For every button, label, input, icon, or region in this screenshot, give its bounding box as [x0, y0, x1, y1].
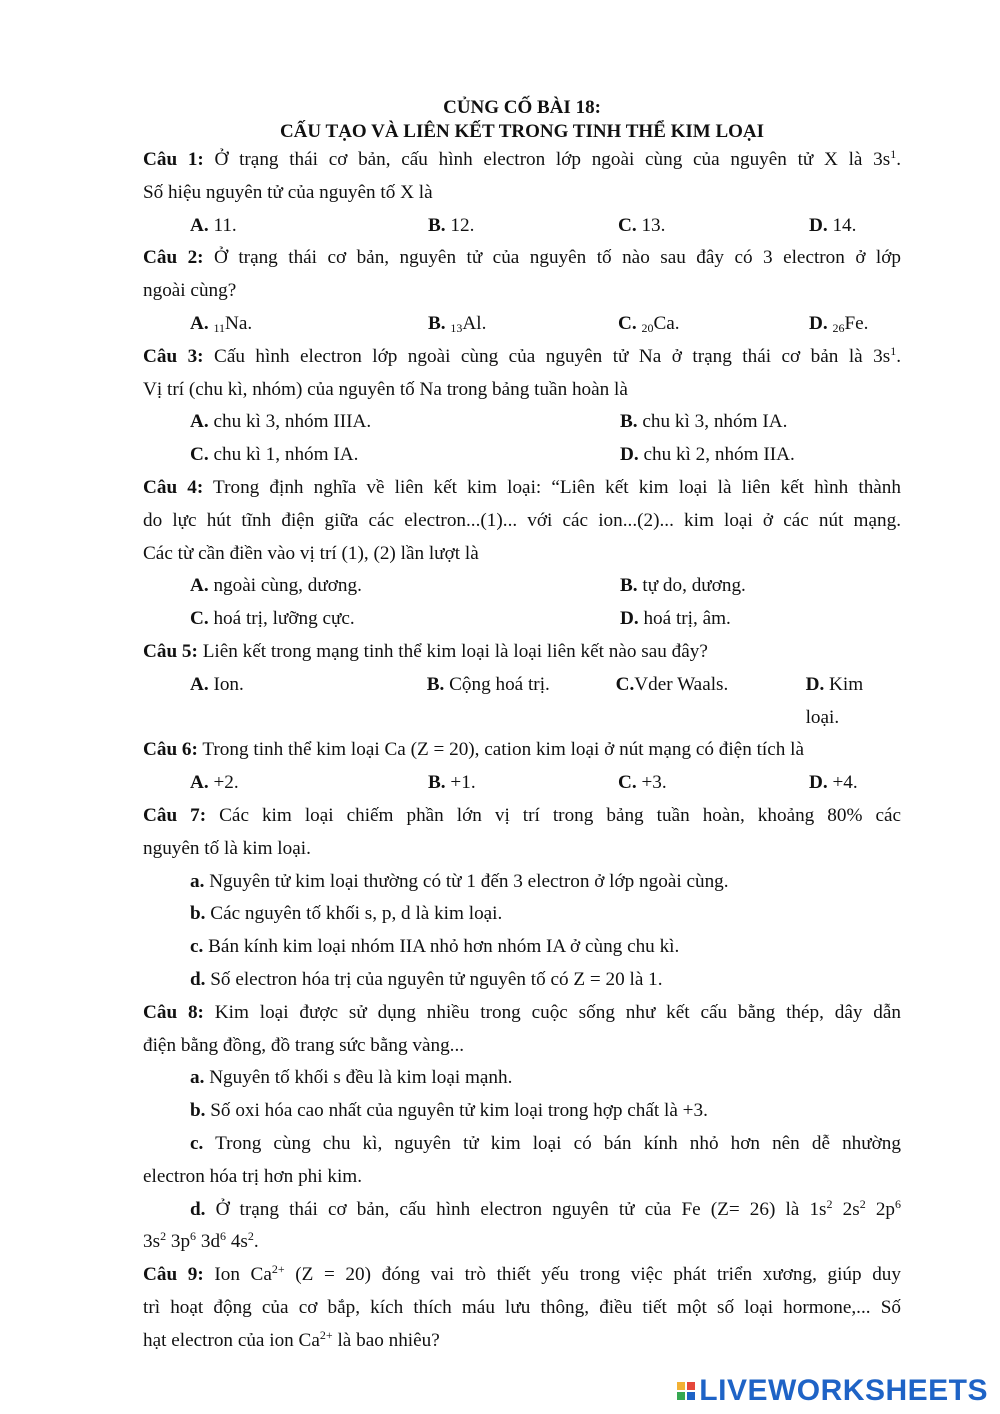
- question-text-part: Kim loại được sử dụng nhiều trong cuộc sống như kết cấu bằng thép, dây dẫn: [203, 1001, 901, 1023]
- superscript: 1: [890, 343, 897, 358]
- statement-text: Số electron hóa trị của nguyên tử nguyên tố có Z = 20 là 1.: [205, 968, 663, 990]
- option-a[interactable]: [190, 308, 428, 341]
- question-text: [143, 144, 901, 177]
- question-text: [143, 1259, 901, 1292]
- option-label: A.: [190, 772, 209, 794]
- option-a[interactable]: [190, 767, 428, 800]
- question-text: [143, 997, 901, 1030]
- option-text: chu kì 3, nhóm IA.: [637, 411, 788, 433]
- question-text-line: ngoài cùng?: [143, 280, 237, 302]
- question-number: Câu 7:: [143, 804, 207, 826]
- statement-text: 4s: [226, 1231, 248, 1253]
- question-number: Câu 5:: [143, 640, 198, 662]
- option-label: C.: [618, 772, 637, 794]
- subscript: 11: [213, 320, 226, 335]
- question-text-part: Ở trạng thái cơ bản, cấu hình electron lớp ngoài cùng của nguyên tử X là 3s: [203, 149, 891, 170]
- option-label: A.: [190, 312, 209, 334]
- statement-label: a.: [190, 870, 205, 892]
- statement-text-line: [143, 1194, 901, 1227]
- statement-text: Trong cùng chu kì, nguyên tử kim loại có bán kính nhỏ hơn nên dễ nhường: [203, 1132, 901, 1154]
- option-text: 14.: [827, 214, 857, 236]
- question-text-part: (Z = 20) đóng vai trò thiết yếu trong việc phát triển xương, giúp duy: [284, 1264, 901, 1286]
- option-label: A.: [190, 575, 209, 597]
- question-4: [143, 472, 901, 636]
- option-text: 12.: [445, 214, 475, 236]
- question-1: [143, 144, 901, 242]
- statement-d[interactable]: [143, 964, 901, 997]
- superscript: 1: [890, 147, 897, 161]
- question-6: [143, 734, 901, 800]
- statement-text: Các nguyên tố khối s, p, d là kim loại.: [205, 903, 503, 925]
- option-text: 11.: [208, 214, 237, 236]
- statement-text: 3s: [143, 1231, 161, 1253]
- option-b[interactable]: [428, 767, 618, 800]
- question-3: [143, 341, 901, 472]
- answer-options-row-2: [143, 439, 901, 472]
- option-label: D.: [809, 214, 828, 236]
- question-text-part: Trong tinh thể kim loại Ca (Z = 20), cation kim loại ở nút mạng có điện tích là: [197, 739, 805, 761]
- title-line-1: CỦNG CỐ BÀI 18:: [443, 97, 601, 118]
- statement-c[interactable]: [143, 931, 901, 964]
- question-8: [143, 997, 901, 1259]
- logo-text: LIVEWORKSHEETS: [699, 1374, 988, 1407]
- answer-options: [143, 767, 901, 800]
- question-number: Câu 1:: [143, 149, 204, 170]
- question-text: [143, 800, 901, 833]
- statement-text: 3d: [196, 1231, 221, 1253]
- question-text-part: Trong định nghĩa về liên kết kim loại: “Liên kết kim loại là liên kết hình thành: [203, 476, 901, 498]
- option-label: A.: [190, 673, 209, 695]
- question-text-line: [143, 1325, 901, 1358]
- statement-d[interactable]: [143, 1194, 901, 1260]
- question-text-line: Các từ cần điền vào vị trí (1), (2) lần lượt là: [143, 542, 479, 564]
- liveworksheets-logo-icon: [677, 1382, 695, 1400]
- option-label: B.: [620, 575, 638, 597]
- superscript: 6: [190, 1229, 197, 1244]
- statement-text: Ở trạng thái cơ bản, cấu hình electron nguyên tử của Fe (Z= 26) là 1s: [205, 1198, 827, 1220]
- question-text: [143, 341, 901, 374]
- question-text-line: điện bằng đồng, đồ trang sức bằng vàng...: [143, 1034, 465, 1056]
- option-text: Na.: [225, 312, 253, 334]
- statement-label: b.: [190, 903, 206, 925]
- statement-label: b.: [190, 1100, 206, 1122]
- superscript: 2: [160, 1229, 167, 1244]
- option-text: Ca.: [653, 312, 680, 334]
- option-text: Kim loại.: [805, 673, 864, 728]
- superscript: 2: [859, 1196, 866, 1211]
- option-label: C.: [190, 608, 209, 630]
- statement-text-line: electron hóa trị hơn phi kim.: [143, 1165, 363, 1187]
- option-b[interactable]: [620, 570, 746, 603]
- subscript: 20: [641, 320, 654, 335]
- question-text-line: Vị trí (chu kì, nhóm) của nguyên tố Na trong bảng tuần hoàn là: [143, 378, 628, 400]
- option-text: Vder Waals.: [634, 673, 729, 695]
- worksheet-title: [143, 96, 901, 144]
- title-line-2: CẤU TẠO VÀ LIÊN KẾT TRONG TINH THỂ KIM LOẠI: [279, 121, 765, 142]
- answer-options: [143, 669, 901, 735]
- option-b[interactable]: [428, 210, 618, 243]
- option-text: Fe.: [844, 312, 869, 334]
- option-label: B.: [428, 312, 446, 334]
- statement-b[interactable]: [143, 1095, 901, 1128]
- statement-b[interactable]: [143, 898, 901, 931]
- option-label: B.: [428, 772, 446, 794]
- statement-label: c.: [190, 1132, 204, 1154]
- option-d[interactable]: [809, 767, 858, 800]
- question-text-part: Liên kết trong mạng tinh thể kim loại là loại liên kết nào sau đây?: [197, 640, 708, 662]
- subscript: 13: [450, 320, 463, 335]
- question-text-part: Ion Ca: [203, 1264, 272, 1286]
- option-label: D.: [805, 673, 825, 695]
- statement-text-line: [143, 1128, 901, 1161]
- question-text-part: Các kim loại chiếm phần lớn vị trí trong bảng tuần hoàn, khoảng 80% các: [206, 804, 902, 826]
- option-label: D.: [809, 312, 828, 334]
- option-text: Al.: [462, 312, 487, 334]
- superscript: 6: [895, 1196, 902, 1211]
- option-d[interactable]: [806, 669, 901, 735]
- option-c[interactable]: [190, 603, 620, 636]
- question-7: [143, 800, 901, 997]
- question-number: Câu 2:: [143, 247, 204, 269]
- question-text-part: .: [896, 345, 901, 367]
- statement-text: .: [253, 1231, 259, 1253]
- option-label: D.: [620, 608, 639, 630]
- option-c[interactable]: [618, 767, 809, 800]
- question-text: [143, 242, 901, 275]
- option-label: C.: [190, 444, 209, 466]
- option-text: hoá trị, âm.: [638, 608, 731, 630]
- option-c[interactable]: [190, 439, 620, 472]
- option-text: Cộng hoá trị.: [444, 673, 550, 695]
- superscript: 2: [826, 1196, 833, 1211]
- option-a[interactable]: [190, 570, 620, 603]
- question-text-line: trì hoạt động của cơ bắp, kích thích máu lưu thông, điều tiết một số loại hormone,... Số: [143, 1296, 901, 1318]
- option-label: C.: [615, 673, 635, 695]
- option-text: Ion.: [208, 673, 244, 695]
- option-text: +3.: [636, 772, 667, 794]
- statement-label: d.: [190, 1198, 206, 1220]
- superscript: 2+: [271, 1262, 285, 1277]
- option-text: +1.: [445, 772, 476, 794]
- option-text: hoá trị, lưỡng cực.: [208, 608, 355, 630]
- option-label: D.: [809, 772, 828, 794]
- superscript: 6: [220, 1229, 227, 1244]
- statement-text-line: [143, 1226, 901, 1259]
- option-label: A.: [190, 411, 209, 433]
- option-text: chu kì 3, nhóm IIIA.: [208, 411, 372, 433]
- option-label: D.: [620, 444, 639, 466]
- question-text-line: nguyên tố là kim loại.: [143, 837, 311, 859]
- subscript: 26: [832, 320, 845, 335]
- question-text-part: Ở trạng thái cơ bản, nguyên tử của nguyên tố nào sau đây có 3 electron ở lớp: [203, 247, 902, 269]
- statement-a[interactable]: [143, 866, 901, 899]
- statement-text: Bán kính kim loại nhóm IIA nhỏ hơn nhóm IA ở cùng chu kì.: [203, 936, 680, 958]
- option-text: ngoài cùng, dương.: [208, 575, 362, 597]
- statement-text: Nguyên tố khối s đều là kim loại mạnh.: [204, 1067, 513, 1089]
- statement-label: c.: [190, 936, 204, 958]
- question-text-part: là bao nhiêu?: [332, 1329, 440, 1351]
- question-text-line: Số hiệu nguyên tử của nguyên tố X là: [143, 181, 433, 203]
- option-c[interactable]: [618, 308, 809, 341]
- statement-c[interactable]: [143, 1128, 901, 1194]
- question-text-part: Cấu hình electron lớp ngoài cùng của nguyên tử Na ở trạng thái cơ bản là 3s: [203, 345, 891, 367]
- option-text: tự do, dương.: [637, 575, 746, 597]
- question-number: Câu 6:: [143, 739, 198, 761]
- option-text: +2.: [208, 772, 239, 794]
- worksheet-page: [143, 96, 901, 1357]
- question-5: [143, 636, 901, 734]
- superscript: 2: [247, 1229, 254, 1244]
- option-d[interactable]: [809, 210, 856, 243]
- statement-label: d.: [190, 968, 206, 990]
- statement-text: Nguyên tử kim loại thường có từ 1 đến 3 electron ở lớp ngoài cùng.: [204, 870, 729, 892]
- answer-options-row-2: [143, 603, 901, 636]
- option-d[interactable]: [620, 603, 731, 636]
- answer-options-row-1: [143, 570, 901, 603]
- question-text-line: do lực hút tĩnh điện giữa các electron...(1)... với các ion...(2)... kim loại ở các nút mạng.: [143, 509, 901, 531]
- option-label: A.: [190, 214, 209, 236]
- option-d[interactable]: [809, 308, 868, 341]
- statement-text: 2p: [865, 1198, 896, 1220]
- statement-text: 3p: [166, 1231, 191, 1253]
- option-b[interactable]: [427, 669, 616, 735]
- statement-text: 2s: [832, 1198, 860, 1220]
- option-text: chu kì 2, nhóm IIA.: [638, 444, 795, 466]
- option-label: C.: [618, 214, 637, 236]
- option-b[interactable]: [428, 308, 618, 341]
- question-number: Câu 8:: [143, 1001, 204, 1023]
- option-text: chu kì 1, nhóm IA.: [208, 444, 359, 466]
- option-c[interactable]: [618, 210, 809, 243]
- option-b[interactable]: [620, 406, 787, 439]
- option-a[interactable]: [190, 406, 620, 439]
- option-d[interactable]: [620, 439, 795, 472]
- question-text: [143, 636, 901, 669]
- option-label: B.: [428, 214, 446, 236]
- question-number: Câu 4:: [143, 476, 204, 498]
- option-c[interactable]: [616, 669, 806, 735]
- option-label: B.: [426, 673, 445, 695]
- option-label: C.: [618, 312, 637, 334]
- option-text: 13.: [636, 214, 666, 236]
- statement-a[interactable]: [143, 1062, 901, 1095]
- question-number: Câu 3:: [143, 345, 204, 367]
- question-text-part: hạt electron của ion Ca: [143, 1329, 320, 1351]
- option-a[interactable]: [190, 210, 428, 243]
- answer-options: [143, 210, 901, 243]
- liveworksheets-logo[interactable]: [677, 1374, 988, 1408]
- question-text: [143, 472, 901, 505]
- statement-text: Số oxi hóa cao nhất của nguyên tử kim loại trong hợp chất là +3.: [205, 1100, 708, 1122]
- answer-options-row-1: [143, 406, 901, 439]
- question-9: [143, 1259, 901, 1357]
- question-number: Câu 9:: [143, 1264, 204, 1286]
- statement-label: a.: [190, 1067, 205, 1089]
- option-a[interactable]: [190, 669, 427, 735]
- superscript: 2+: [319, 1327, 333, 1342]
- option-label: B.: [620, 411, 638, 433]
- question-text-part: .: [896, 149, 901, 170]
- option-text: +4.: [827, 772, 858, 794]
- answer-options: [143, 308, 901, 341]
- question-2: [143, 242, 901, 340]
- question-text: [143, 734, 901, 767]
